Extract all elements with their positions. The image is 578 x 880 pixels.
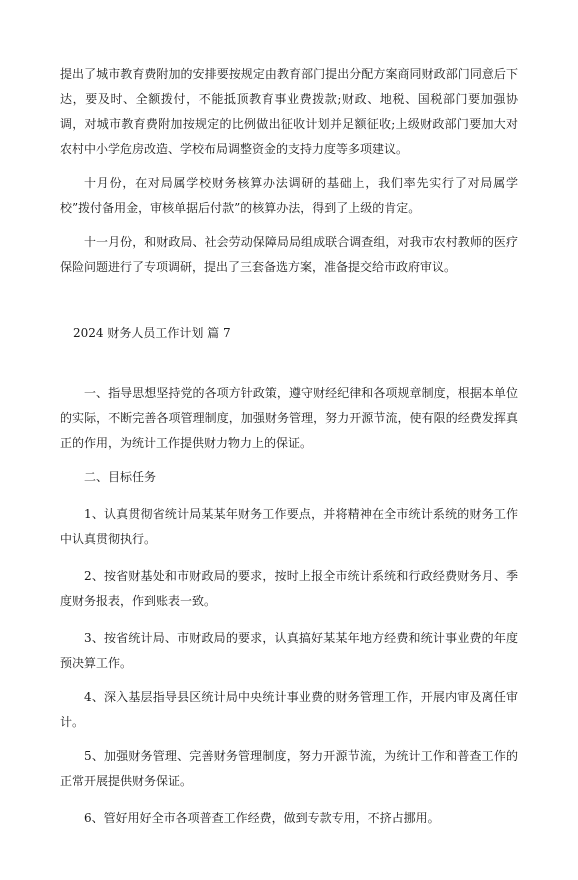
list-item-2: 2、按省财基处和市财政局的要求，按时上报全市统计系统和行政经费财务月、季度财务报表，作到账表一致。 (60, 569, 518, 608)
list-item-4: 4、深入基层指导县区统计局中央统计事业费的财务管理工作，开展内审及离任审计。 (60, 690, 518, 729)
list-item-6: 6、管好用好全市各项普查工作经费，做到专款专用，不挤占挪用。 (84, 811, 440, 825)
list-item-1: 1、认真贯彻省统计局某某年财务工作要点，并将精神在全市统计系统的财务工作中认真贯彻执行。 (60, 507, 518, 546)
paragraph-october: 十月份，在对局属学校财务核算办法调研的基础上，我们率先实行了对局属学校”拨付备用金，审核单据后付款”的核算办法，得到了上级的肯定。 (60, 176, 518, 215)
paragraph-guiding-principle: 一、指导思想坚持党的各项方针政策，遵守财经纪律和各项规章制度，根据本单位的实际，不断完善各项管理制度，加强财务管理，努力开源节流，使有限的经费发挥真正的作用，为统计工作提供财力物力上的保证。 (60, 386, 518, 450)
section-title: 2024 财务人员工作计划 篇 7 (73, 326, 231, 340)
list-item-3: 3、按省统计局、市财政局的要求，认真搞好某某年地方经费和统计事业费的年度预决算工作。 (60, 631, 518, 670)
paragraph-november: 十一月份，和财政局、社会劳动保障局局组成联合调查组，对我市农村教师的医疗保险问题进行了专项调研，提出了三套备选方案，准备提交给市政府审议。 (60, 235, 518, 274)
list-item-5: 5、加强财务管理、完善财务管理制度，努力开源节流，为统计工作和普查工作的正常开展提供财务保证。 (60, 749, 518, 788)
paragraph-goals-heading: 二、目标任务 (84, 470, 157, 484)
paragraph-education-fee: 提出了城市教育费附加的安排要按规定由教育部门提出分配方案商同财政部门同意后下达，要及时、全额拨付，不能抵顶教育事业费拨款;财政、地税、国税部门要加强协调，对城市教育费附加按规定的比例做出征收计划并足额征收;上级财政部门要加大对农村中小学危房改造、学校布局调整资金的支持力度等多项建议。 (60, 67, 518, 156)
document-page (0, 62, 578, 880)
